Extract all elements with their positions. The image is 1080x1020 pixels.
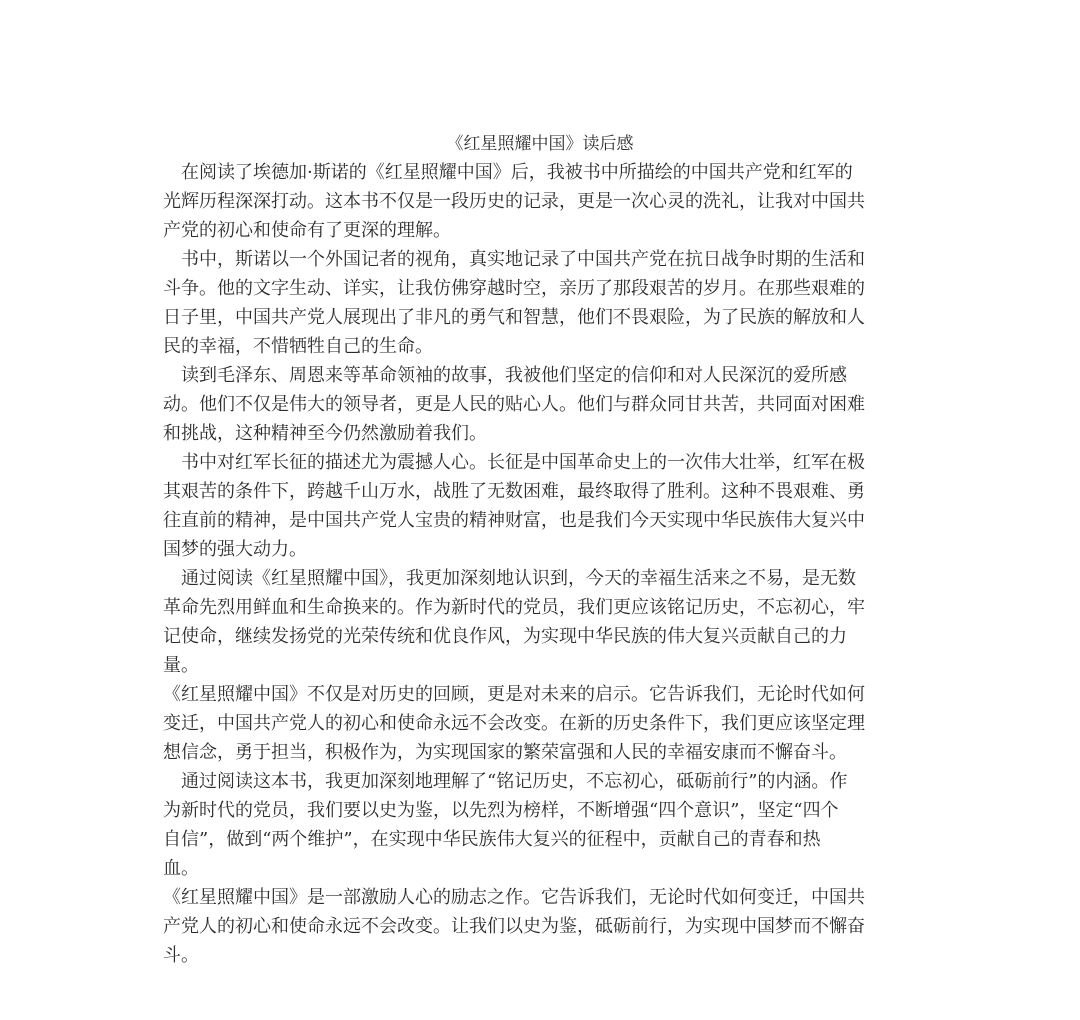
- text-line: 变迁，中国共产党人的初心和使命永远不会改变。在新的历史条件下，我们更应该坚定理: [163, 713, 865, 734]
- text-line: 血。: [163, 858, 199, 879]
- text-line: 其艰苦的条件下，跨越千山万水，战胜了无数困难，最终取得了胜利。这种不畏艰难、勇: [163, 481, 865, 502]
- text-line: 读到毛泽东、周恩来等革命领袖的故事，我被他们坚定的信仰和对人民深沉的爱所感: [163, 365, 847, 386]
- text-line: 想信念，勇于担当，积极作为，为实现国家的繁荣富强和人民的幸福安康而不懈奋斗。: [163, 742, 847, 763]
- text-line: 产党人的初心和使命永远不会改变。让我们以史为鉴，砥砺前行，为实现中国梦而不懈奋: [163, 916, 865, 937]
- text-line: 书中，斯诺以一个外国记者的视角，真实地记录了中国共产党在抗日战争时期的生活和: [163, 249, 865, 270]
- text-line: 革命先烈用鲜血和生命换来的。作为新时代的党员，我们更应该铭记历史，不忘初心，牢: [163, 597, 865, 618]
- text-line: 光辉历程深深打动。这本书不仅是一段历史的记录，更是一次心灵的洗礼，让我对中国共: [163, 191, 865, 212]
- text-line: 动。他们不仅是伟大的领导者，更是人民的贴心人。他们与群众同甘共苦，共同面对困难: [163, 394, 865, 415]
- document-title: 《红星照耀中国》读后感: [446, 134, 634, 154]
- text-line: 《红星照耀中国》不仅是对历史的回顾，更是对未来的启示。它告诉我们，无论时代如何: [163, 684, 865, 705]
- text-line: 民的幸福，不惜牺牲自己的生命。: [163, 336, 433, 357]
- text-line: 往直前的精神，是中国共产党人宝贵的精神财富，也是我们今天实现中华民族伟大复兴中: [163, 510, 865, 531]
- text-line: 记使命，继续发扬党的光荣传统和优良作风，为实现中华民族的伟大复兴贡献自己的力: [163, 626, 847, 647]
- text-line: 《红星照耀中国》是一部激励人心的励志之作。它告诉我们，无论时代如何变迁，中国共: [163, 887, 865, 908]
- text-line: 自信”，做到“两个维护”，在实现中华民族伟大复兴的征程中，贡献自己的青春和热: [163, 829, 821, 850]
- text-line: 为新时代的党员，我们要以史为鉴，以先烈为榜样，不断增强“四个意识”，坚定“四个: [163, 800, 839, 821]
- text-line: 斗。: [163, 945, 199, 966]
- text-line: 书中对红军长征的描述尤为震撼人心。长征是中国革命史上的一次伟大壮举，红军在极: [163, 452, 865, 473]
- text-line: 和挑战，这种精神至今仍然激励着我们。: [163, 423, 487, 444]
- text-line: 量。: [163, 655, 199, 676]
- text-line: 通过阅读这本书，我更加深刻地理解了“铭记历史，不忘初心，砥砺前行”的内涵。作: [163, 771, 848, 792]
- text-line: 在阅读了埃德加·斯诺的《红星照耀中国》后，我被书中所描绘的中国共产党和红军的: [163, 162, 853, 183]
- text-line: 日子里，中国共产党人展现出了非凡的勇气和智慧，他们不畏艰险，为了民族的解放和人: [163, 307, 865, 328]
- text-line: 产党的初心和使命有了更深的理解。: [163, 220, 451, 241]
- text-line: 国梦的强大动力。: [163, 539, 307, 560]
- text-line: 斗争。他的文字生动、详实，让我仿佛穿越时空，亲历了那段艰苦的岁月。在那些艰难的: [163, 278, 865, 299]
- text-line: 通过阅读《红星照耀中国》，我更加深刻地认识到，今天的幸福生活来之不易，是无数: [163, 568, 856, 589]
